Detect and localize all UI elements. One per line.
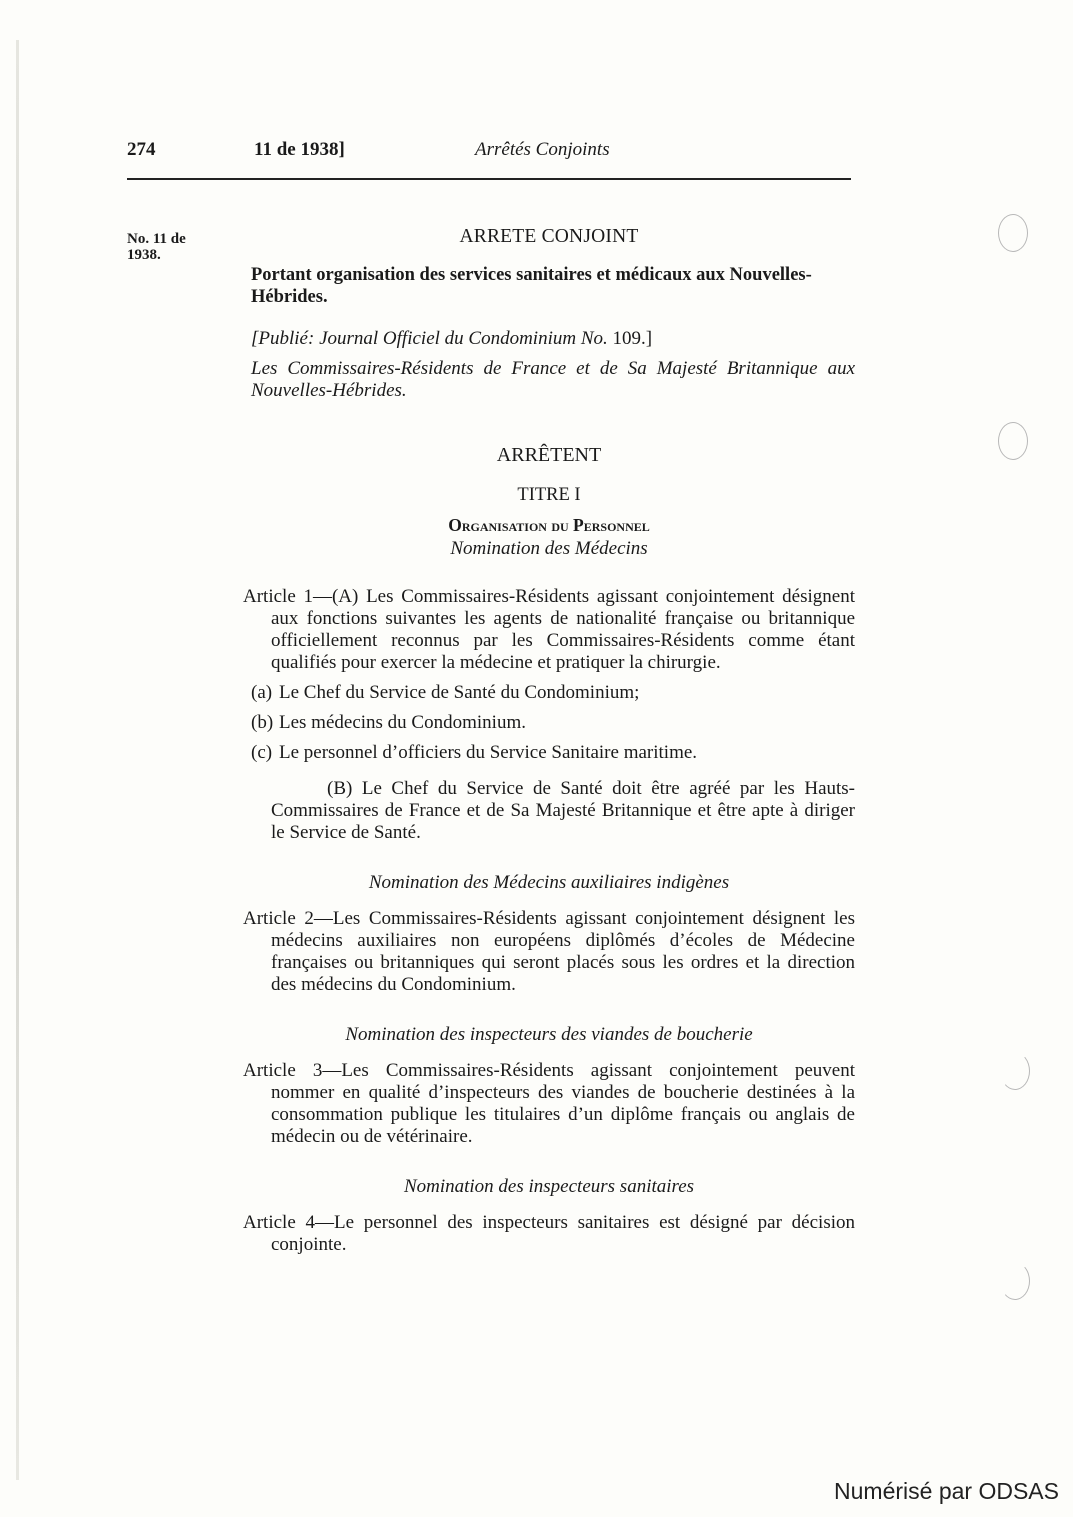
punch-hole-mark (1000, 1052, 1030, 1090)
margin-note-line: 1938. (127, 247, 161, 263)
section-heading: Nomination des inspecteurs des viandes de boucherie (345, 1024, 753, 1045)
margin-note (127, 231, 227, 263)
list-item (243, 742, 855, 764)
article-2: Article 2—Les Commissaires-Résidents agissant conjointement désignent les médecins auxiliaires non européens diplômés d’écoles de Médecine françaises ou britanniques qui seront placés sous les ordres et la direction des médecins du Condominium. (243, 908, 855, 995)
decree-word: ARRÊTENT (496, 444, 602, 466)
publication-prefix: [Publié: Journal Officiel du Condominium No. (251, 328, 608, 349)
running-header (127, 139, 851, 163)
document-body (243, 226, 855, 1256)
list-item-text: Le Chef du Service de Santé du Condominium; (279, 682, 640, 703)
publication-note (251, 328, 855, 350)
list-item-text: Les médecins du Condominium. (279, 712, 526, 733)
list-item-label: (c) (251, 742, 273, 763)
list-item-label: (a) (251, 682, 273, 703)
publication-number: 109.] (612, 328, 653, 349)
list-item-text: Le personnel d’officiers du Service Sanitaire maritime. (279, 742, 698, 763)
section-heading: Nomination des Médecins (450, 538, 648, 559)
article-1: Article 1—(A) Les Commissaires-Résidents agissant conjointement désignent aux fonctions suivantes les agents de nationalité française ou britannique officiellement reconnus par les Commissaires-Résidents comme étant qualifiés pour exercer la médecine et pratiquer la chirurgie. (243, 586, 855, 673)
page-number: 274 (127, 139, 156, 160)
punch-hole-mark (998, 214, 1028, 252)
document-title: ARRETE CONJOINT (459, 226, 639, 247)
list-item (243, 712, 855, 734)
section-heading: Nomination des inspecteurs sanitaires (403, 1176, 695, 1197)
titre-heading: TITRE I (517, 485, 581, 505)
article-4: Article 4—Le personnel des inspecteurs sanitaires est désigné par décision conjointe. (243, 1212, 855, 1255)
page-edge-shadow (16, 40, 19, 1480)
titre-subheading: Organisation du Personnel (448, 515, 650, 535)
punch-hole-mark (998, 422, 1028, 460)
header-rule (127, 178, 851, 180)
list-item (243, 682, 855, 704)
header-reference: 11 de 1938] (254, 139, 345, 160)
preamble: Les Commissaires-Résidents de France et de Sa Majesté Britannique aux Nouvelles-Hébrides. (251, 358, 855, 401)
margin-note-line: No. 11 de (127, 231, 186, 247)
digitization-watermark: Numérisé par ODSAS (834, 1478, 1059, 1504)
list-item-label: (b) (251, 712, 274, 733)
article-3: Article 3—Les Commissaires-Résidents agissant conjointement peuvent nommer en qualité d’inspecteurs des viandes de boucherie destinées à la consommation publique les titulaires d’un diplôme français ou anglais de médecin ou de vétérinaire. (243, 1060, 855, 1147)
running-title: Arrêtés Conjoints (475, 139, 610, 160)
punch-hole-mark (1000, 1262, 1030, 1300)
document-subject: Portant organisation des services sanitaires et médicaux aux Nouvelles-Hébrides. (251, 265, 812, 307)
section-heading: Nomination des Médecins auxiliaires indigènes (368, 872, 730, 893)
article-1-paragraph-b: (B) Le Chef du Service de Santé doit être agréé par les Hauts-Commissaires de France et de Sa Majesté Britannique et être apte à diriger le Service de Santé. (271, 778, 855, 843)
